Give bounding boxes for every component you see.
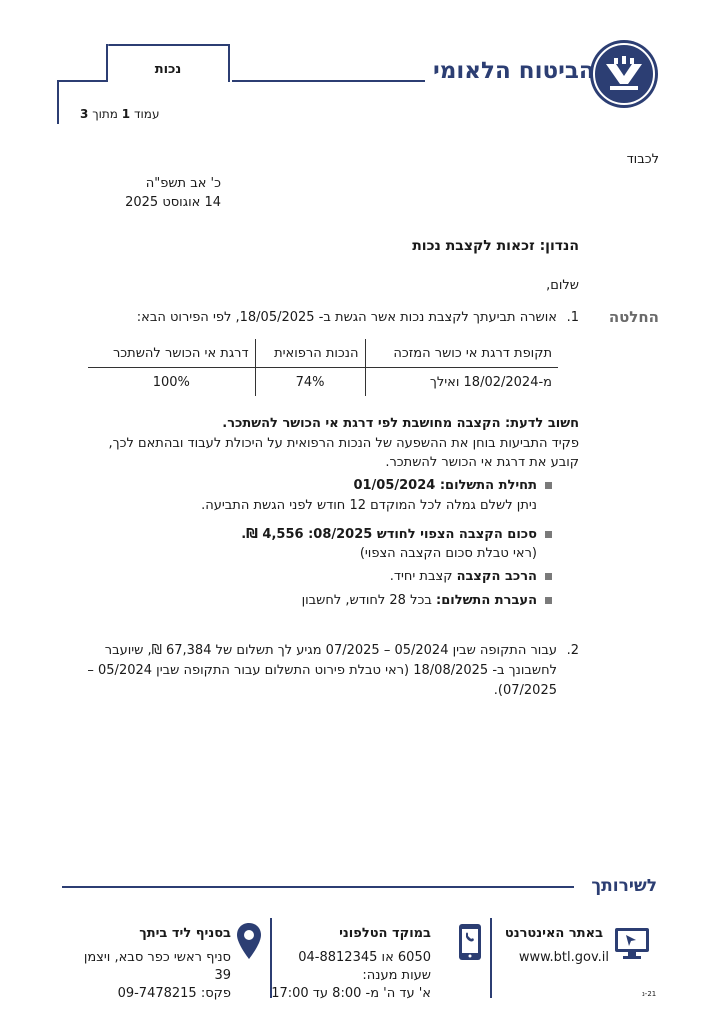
bullet-marker <box>545 573 552 580</box>
tab-left-border <box>106 44 108 82</box>
subject-line: הנדון: זכאות לקצבת נכות <box>412 238 579 254</box>
footer-title: לשירותך <box>591 876 657 896</box>
side-label-decision: החלטה <box>608 308 659 326</box>
monitor-icon <box>612 922 652 966</box>
greeting: שלום, <box>546 278 579 293</box>
payment-start: תחילת התשלום: 01/05/2024 <box>353 478 537 493</box>
table-row <box>88 368 558 397</box>
page-indicator-border <box>57 80 59 124</box>
allowance-composition-value: קצבת יחיד. <box>389 569 457 584</box>
branch-number: 39 <box>214 968 231 983</box>
item2-number: 2. <box>566 643 579 658</box>
location-pin-icon <box>236 922 262 964</box>
table-header-row <box>88 339 558 368</box>
disability-table <box>88 339 558 396</box>
item2-line-2: לחשבונך ב- 18/08/2025 (ראי טבלת פירוט התשלום עבור התקופה שבין 05/2024 – <box>87 663 557 678</box>
allowance-composition <box>390 567 537 586</box>
phone-icon <box>457 922 483 966</box>
item2-line-1: עבור התקופה שבין 05/2024 – 07/2025 מגיע לך תשלום של 67,384 ₪, שיועבר <box>104 643 557 658</box>
footer-divider <box>490 918 492 998</box>
bullet-marker <box>545 531 552 538</box>
footer-rule <box>62 886 574 888</box>
phone-numbers[interactable]: 6050 או 04-8812345 <box>298 950 431 965</box>
payment-transfer <box>302 591 537 610</box>
branch-fax: פקס: 09-7478215 <box>117 986 231 1001</box>
table-header-medical: הנכות הרפואית <box>255 339 365 368</box>
phone-title: במוקד הטלפוני <box>339 926 431 941</box>
table-cell-period: מ-18/02/2024 ואילך <box>365 368 558 397</box>
table-cell-incapacity: 100% <box>152 374 190 390</box>
allowance-composition-label: הרכב הקצבה <box>456 569 537 584</box>
tab-top-border <box>108 44 230 46</box>
important-note: חשוב לדעת: הקצבה מחושבת לפי דרגת אי הכושר להשתכר. <box>222 416 579 431</box>
page-indicator-middle: מתוך <box>92 107 118 121</box>
tab-right-border <box>228 44 230 82</box>
page-indicator <box>80 107 159 121</box>
bullet-marker <box>545 597 552 604</box>
item1-text: אושרה תביעתך לקצבת נכות אשר הגשת ב- 18/05/2025, לפי הפירוט הבא: <box>136 310 557 325</box>
hours-label: שעות מענה: <box>362 968 431 983</box>
web-url[interactable]: www.btl.gov.il <box>518 950 609 965</box>
btl-logo-icon <box>590 40 658 108</box>
recipient: לכבוד <box>626 152 659 167</box>
table-header-period: תקופת דרגת אי כושר המזכה <box>365 339 558 368</box>
hebrew-date: כ' אב תשפ"ה <box>145 176 221 191</box>
expected-amount-note: (ראי טבלת סכום הקצבה הצפוי) <box>359 546 537 561</box>
item1-number: 1. <box>566 310 579 325</box>
tab-baseline <box>57 80 107 82</box>
important-line-2: פקיד התביעות בוחן את ההשפעה של הנכות הרפואית על היכולת לעבוד ובהתאם לכך, <box>108 436 579 451</box>
table-cell-medical: 74% <box>255 368 365 397</box>
table-header-incapacity: דרגת אי הכושר להשתכר <box>88 339 255 368</box>
hours: א' עד ה' מ- 8:00 עד 17:00 <box>271 986 431 1001</box>
branch-title: בסניף ליד ביתך <box>139 926 231 941</box>
payment-start-note: ניתן לשלם גמלה לכל המוקדם 12 חודש לפני הגשת התביעה. <box>201 498 537 513</box>
expected-amount: סכום הקצבה הצפוי לחודש 08/2025: 4,556 ₪. <box>241 527 537 542</box>
page-total: 3 <box>80 107 89 121</box>
page-indicator-prefix: עמוד <box>133 107 160 121</box>
tab-disability: נכות <box>154 62 182 77</box>
form-code: 21-נ <box>642 990 657 998</box>
page-current: 1 <box>121 107 131 121</box>
important-line-3: קובע את דרגת אי הכושר להשתכר. <box>385 455 579 470</box>
header-rule <box>232 80 425 82</box>
payment-transfer-value: בכל 28 לחודש, לחשבון <box>301 593 436 608</box>
bullet-marker <box>545 482 552 489</box>
branch-address: סניף ראשי כפר סבא, ויצמן <box>83 950 231 965</box>
payment-transfer-label: העברת התשלום: <box>436 593 537 608</box>
web-title: באתר האינטרנט <box>504 926 603 941</box>
brand-name: הביטוח הלאומי <box>433 58 595 84</box>
item2-line-3: 07/2025). <box>493 683 557 698</box>
gregorian-date: 14 אוגוסט 2025 <box>125 195 221 210</box>
